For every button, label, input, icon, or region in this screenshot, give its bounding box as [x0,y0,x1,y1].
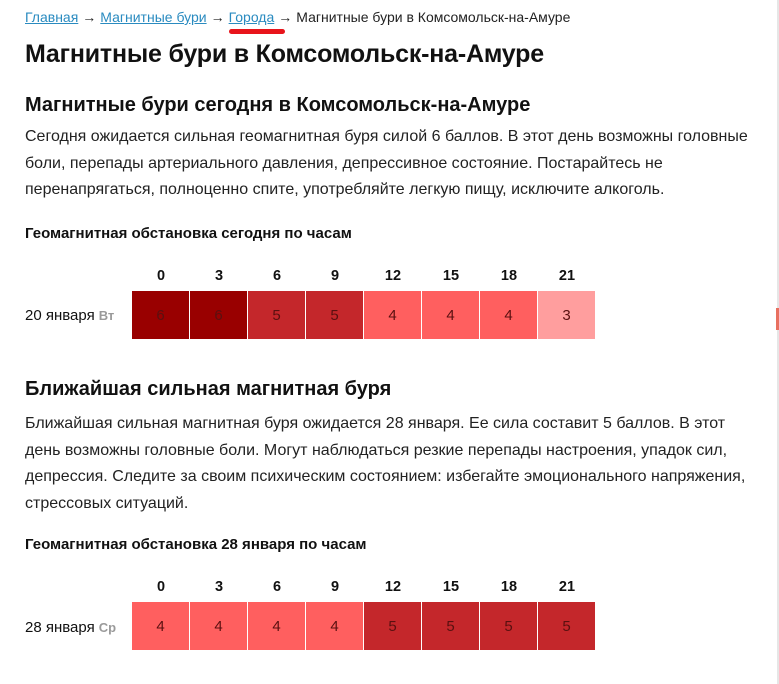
kp-index-cell: 4 [422,291,479,339]
nearest-day-of-week: Ср [98,620,117,635]
kp-index-cell: 6 [132,291,189,339]
hour-label: 21 [558,579,576,595]
kp-index-cell: 3 [538,291,595,339]
today-heading: Магнитные бури сегодня в Комсомольск-на-Амуре [25,94,531,116]
hour-label: 12 [384,268,402,284]
nearest-values-row [132,602,596,650]
hour-label: 15 [442,579,460,595]
today-table-title: Геомагнитная обстановка сегодня по часам [25,225,352,242]
kp-index-cell: 4 [480,291,537,339]
hour-label: 18 [500,268,518,284]
breadcrumb-storms-link[interactable]: Магнитные бури [100,9,207,25]
breadcrumb-home-link[interactable]: Главная [25,9,79,25]
breadcrumb [25,9,570,25]
today-row-label [25,307,114,324]
hour-label: 3 [214,268,224,284]
kp-index-cell: 4 [306,602,363,650]
hour-label: 3 [214,579,224,595]
hour-label: 0 [156,268,166,284]
kp-index-cell: 5 [364,602,421,650]
kp-index-cell: 4 [132,602,189,650]
breadcrumb-separator: → [278,9,293,25]
page-title: Магнитные бури в Комсомольск-на-Амуре [25,40,544,68]
kp-index-cell: 4 [190,602,247,650]
nearest-storm-description: Ближайшая сильная магнитная буря ожидается 28 января. Ее сила составит 5 баллов. В этот день возможны головные боли. Могут наблюдаться резкие перепады настроения, упадок сил, депрессия. Следите за своим психическим состоянием: избегайте эмоционального напряжения, стрессовых ситуаций. [25,415,746,512]
kp-index-cell: 5 [422,602,479,650]
kp-index-cell: 4 [364,291,421,339]
hour-label: 12 [384,579,402,595]
hour-label: 0 [156,579,166,595]
hour-label: 18 [500,579,518,595]
hour-label: 6 [272,268,282,284]
hour-label: 9 [330,579,340,595]
breadcrumb-cities-link[interactable]: Города [228,9,275,25]
highlight-underline-mark [229,29,285,34]
kp-index-cell: 4 [248,602,305,650]
nearest-table-title: Геомагнитная обстановка 28 января по часам [25,536,367,553]
hour-label: 21 [558,268,576,284]
kp-index-cell: 5 [480,602,537,650]
kp-index-cell: 5 [248,291,305,339]
nearest-row-label [25,619,116,636]
kp-index-cell: 6 [190,291,247,339]
today-hours-header [132,268,596,284]
nearest-date: 28 января [25,619,95,636]
hour-label: 15 [442,268,460,284]
nearest-storm-heading: Ближайшая сильная магнитная буря [25,378,392,400]
breadcrumb-separator: → [82,9,97,25]
kp-index-cell: 5 [306,291,363,339]
today-day-of-week: Вт [98,308,115,323]
breadcrumb-current: Магнитные бури в Комсомольск-на-Амуре [296,9,571,25]
hour-label: 9 [330,268,340,284]
nearest-hours-header [132,579,596,595]
today-description: Сегодня ожидается сильная геомагнитная буря силой 6 баллов. В этот день возможны головные боли, перепады артериального давления, депрессивное состояние. Постарайтесь не перенапрягаться, полноценно спите, употребляйте легкую пищу, исключите алкоголь. [25,128,748,198]
today-values-row [132,291,596,339]
breadcrumb-separator: → [210,9,225,25]
today-date: 20 января [25,307,95,324]
kp-index-cell: 5 [538,602,595,650]
hour-label: 6 [272,579,282,595]
